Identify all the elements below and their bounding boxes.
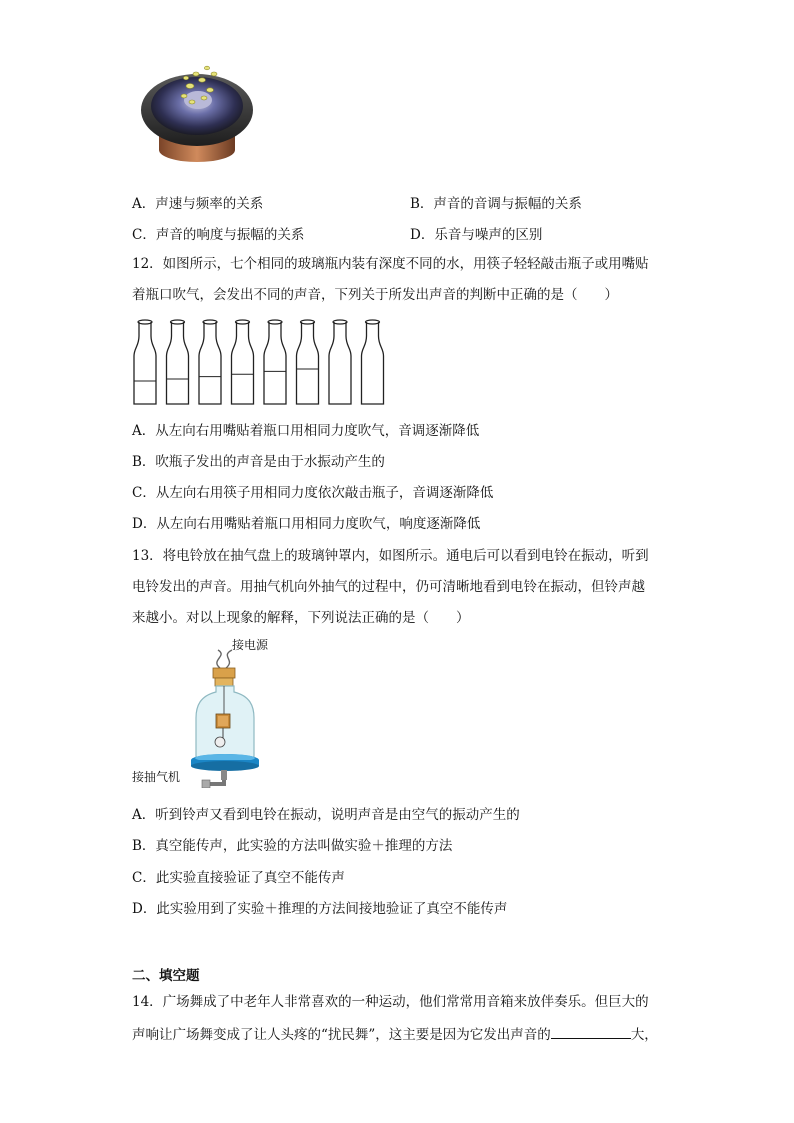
- q12-option-d: D．从左向右用嘴贴着瓶口用相同力度吹气，响度逐渐降低: [132, 516, 481, 532]
- q13-stem-line-3: 来越小。对以上现象的解释，下列说法正确的是（ ）: [132, 610, 470, 626]
- water-fill: [168, 379, 188, 403]
- q12-stem-line-2: 着瓶口吹气，会发出不同的声音，下列关于所发出声音的判断中正确的是（ ）: [132, 287, 618, 303]
- q12-option-c: C．从左向右用筷子用相同力度依次敲击瓶子，音调逐渐降低: [132, 485, 494, 501]
- bottle: [329, 320, 351, 404]
- answer-blank[interactable]: [551, 1024, 631, 1039]
- q14-stem-line-1: 14．广场舞成了中老年人非常喜欢的一种运动，他们常常用音箱来放伴奏乐。但巨大的: [132, 994, 649, 1010]
- q13-option-a: A．听到铃声又看到电铃在振动，说明声音是由空气的振动产生的: [132, 807, 520, 823]
- water-fill: [135, 381, 155, 403]
- bottle: [264, 320, 286, 404]
- bottle-lip: [171, 320, 185, 324]
- section-heading-fill-in: 二、填空题: [132, 968, 200, 984]
- bottle-outline: [362, 322, 384, 404]
- q12-stem-line-1: 12．如图所示，七个相同的玻璃瓶内装有深度不同的水，用筷子轻轻敲击瓶子或用嘴贴: [132, 256, 649, 272]
- q11-option-a: A．声速与频率的关系: [132, 196, 264, 212]
- bottle: [362, 320, 384, 404]
- label-vacuum-pump: 接抽气机: [132, 770, 181, 784]
- bottle-lip: [138, 320, 152, 324]
- q14-stem-text-after: 大，: [630, 1027, 658, 1043]
- water-fill: [233, 374, 253, 403]
- bell-jar-figure: [180, 648, 270, 788]
- water-fill: [200, 377, 220, 403]
- q12-option-b: B．吹瓶子发出的声音是由于水振动产生的: [132, 454, 385, 470]
- q13-option-c: C．此实验直接验证了真空不能传声: [132, 870, 345, 886]
- bottle-lip: [333, 320, 347, 324]
- bottle: [297, 320, 319, 404]
- bottle-lip: [203, 320, 217, 324]
- q13-option-d: D．此实验用到了实验＋推理的方法间接地验证了真空不能传声: [132, 901, 508, 917]
- bottle-lip: [236, 320, 250, 324]
- water-fill: [298, 369, 318, 403]
- speaker-figure: [138, 62, 256, 172]
- q13-stem-line-1: 13．将电铃放在抽气盘上的玻璃钟罩内，如图所示。通电后可以看到电铃在振动，听到: [132, 548, 649, 564]
- q11-option-d: D．乐音与噪声的区别: [410, 227, 543, 243]
- bottle: [199, 320, 221, 404]
- q14-stem-line-2: [132, 1024, 658, 1045]
- bottle-lip: [268, 320, 282, 324]
- bottle-lip: [366, 320, 380, 324]
- bottle: [167, 320, 189, 404]
- bottle-outline: [329, 322, 351, 404]
- q13-stem-line-2: 电铃发出的声音。用抽气机向外抽气的过程中，仍可清晰地看到电铃在振动，但铃声越: [132, 579, 645, 595]
- q13-option-b: B．真空能传声，此实验的方法叫做实验＋推理的方法: [132, 838, 453, 854]
- bottle: [134, 320, 156, 404]
- bottle: [232, 320, 254, 404]
- q14-stem-text-before: 声响让广场舞变成了让人头疼的“扰民舞”，这主要是因为它发出声音的: [132, 1027, 551, 1043]
- q11-option-b: B．声音的音调与振幅的关系: [410, 196, 582, 212]
- water-fill: [265, 371, 285, 403]
- bottle-lip: [301, 320, 315, 324]
- label-power-supply: 接电源: [232, 638, 269, 652]
- q11-option-c: C．声音的响度与振幅的关系: [132, 227, 305, 243]
- bottles-figure: [128, 316, 390, 408]
- q12-option-a: A．从左向右用嘴贴着瓶口用相同力度吹气，音调逐渐降低: [132, 423, 480, 439]
